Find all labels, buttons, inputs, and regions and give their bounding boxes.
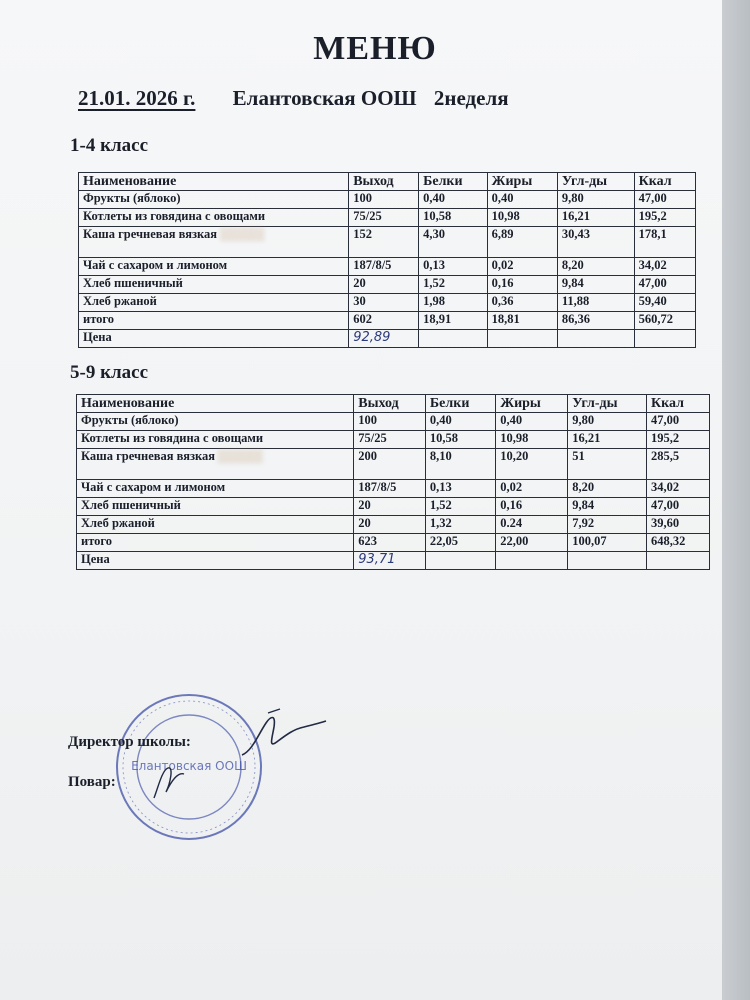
table-row — [79, 209, 696, 227]
table-header-row — [77, 395, 710, 413]
col-header-protein: Белки — [419, 173, 488, 191]
cell-fat: 10,98 — [496, 431, 568, 449]
total-row — [79, 312, 696, 330]
cell-name: Хлеб ржаной — [77, 516, 354, 534]
cell-carbs: 9,84 — [557, 276, 634, 294]
col-header-kcal: Ккал — [647, 395, 710, 413]
cell-protein: 0,13 — [419, 258, 488, 276]
cell-yield: 152 — [349, 227, 419, 258]
cell-name: Фрукты (яблоко) — [79, 191, 349, 209]
table-row — [77, 413, 710, 431]
empty-cell — [557, 330, 634, 348]
cell-name: Котлеты из говядина с овощами — [79, 209, 349, 227]
empty-cell — [568, 552, 647, 570]
col-header-fat: Жиры — [496, 395, 568, 413]
col-header-yield: Выход — [349, 173, 419, 191]
empty-cell — [487, 330, 557, 348]
cell-yield: 100 — [349, 191, 419, 209]
cell-protein: 1,52 — [425, 498, 495, 516]
total-row — [77, 534, 710, 552]
section-label-5-9: 5-9 класс — [70, 362, 149, 383]
cell-kcal: 178,1 — [634, 227, 695, 258]
col-header-name: Наименование — [77, 395, 354, 413]
cell-protein: 4,30 — [419, 227, 488, 258]
col-header-carbs: Угл-ды — [557, 173, 634, 191]
cell-carbs: 86,36 — [557, 312, 634, 330]
cell-name: Чай с сахаром и лимоном — [77, 480, 354, 498]
empty-cell — [419, 330, 488, 348]
empty-cell — [425, 552, 495, 570]
cell-fat: 0.24 — [496, 516, 568, 534]
cell-yield: 20 — [349, 276, 419, 294]
cell-yield: 187/8/5 — [349, 258, 419, 276]
cell-fat: 10,20 — [496, 449, 568, 480]
cell-carbs: 9,80 — [568, 413, 647, 431]
cell-yield: 623 — [354, 534, 426, 552]
cell-fat: 22,00 — [496, 534, 568, 552]
cell-kcal: 285,5 — [647, 449, 710, 480]
cell-yield: 30 — [349, 294, 419, 312]
table-row — [77, 516, 710, 534]
table-row — [79, 191, 696, 209]
cook-label: Повар: — [68, 774, 116, 790]
stamp-text: Елантовская ООШ — [131, 759, 247, 773]
dish-name: Каша гречневая вязкая — [83, 227, 218, 241]
cell-name — [77, 449, 354, 480]
cell-fat: 6,89 — [487, 227, 557, 258]
cell-protein: 10,58 — [419, 209, 488, 227]
table-row — [77, 498, 710, 516]
cell-yield: 75/25 — [354, 431, 426, 449]
school-name: Елантовская ООШ — [232, 86, 417, 110]
cell-protein: 1,32 — [425, 516, 495, 534]
table-row — [77, 431, 710, 449]
paper-edge — [722, 0, 750, 1000]
director-label: Директор школы: — [68, 734, 191, 750]
col-header-name: Наименование — [79, 173, 349, 191]
price-row — [79, 330, 696, 348]
cell-name — [79, 227, 349, 258]
cell-protein: 1,98 — [419, 294, 488, 312]
menu-date: 21.01. 2026 г. — [78, 86, 196, 110]
cell-name: Хлеб пшеничный — [77, 498, 354, 516]
cell-name: итого — [77, 534, 354, 552]
cell-protein: 22,05 — [425, 534, 495, 552]
director-signature — [238, 705, 328, 765]
col-header-kcal: Ккал — [634, 173, 695, 191]
cell-carbs: 16,21 — [568, 431, 647, 449]
section-label-1-4: 1-4 класс — [70, 135, 149, 156]
cell-fat: 10,98 — [487, 209, 557, 227]
cell-kcal: 47,00 — [634, 191, 695, 209]
cell-yield: 602 — [349, 312, 419, 330]
cell-kcal: 59,40 — [634, 294, 695, 312]
cell-carbs: 30,43 — [557, 227, 634, 258]
cell-fat: 0,40 — [487, 191, 557, 209]
table-row — [79, 294, 696, 312]
redacted-text: ▒▒▒▒▒ — [220, 227, 265, 241]
cell-name: Котлеты из говядина с овощами — [77, 431, 354, 449]
cell-carbs: 9,80 — [557, 191, 634, 209]
price-label: Цена — [77, 552, 354, 570]
cell-kcal: 47,00 — [647, 413, 710, 431]
cell-yield: 187/8/5 — [354, 480, 426, 498]
cell-kcal: 560,72 — [634, 312, 695, 330]
cell-name: Хлеб ржаной — [79, 294, 349, 312]
dish-name: Каша гречневая вязкая — [81, 449, 216, 463]
cell-kcal: 648,32 — [647, 534, 710, 552]
document-header — [70, 86, 509, 111]
cell-carbs: 51 — [568, 449, 647, 480]
cell-name: Хлеб пшеничный — [79, 276, 349, 294]
col-header-carbs: Угл-ды — [568, 395, 647, 413]
table-row — [77, 480, 710, 498]
cell-carbs: 7,92 — [568, 516, 647, 534]
cell-protein: 8,10 — [425, 449, 495, 480]
menu-table-5-9 — [76, 394, 710, 570]
menu-table-1-4 — [78, 172, 696, 348]
table-row — [79, 227, 696, 258]
cell-yield: 200 — [354, 449, 426, 480]
cell-carbs: 8,20 — [568, 480, 647, 498]
cell-kcal: 195,2 — [647, 431, 710, 449]
cell-fat: 0,02 — [487, 258, 557, 276]
price-value: 92,89 — [349, 330, 419, 348]
cell-fat: 0,16 — [487, 276, 557, 294]
cell-name: Фрукты (яблоко) — [77, 413, 354, 431]
cell-kcal: 39,60 — [647, 516, 710, 534]
cell-kcal: 47,00 — [634, 276, 695, 294]
cell-fat: 0,36 — [487, 294, 557, 312]
cell-kcal: 34,02 — [647, 480, 710, 498]
cell-yield: 20 — [354, 498, 426, 516]
col-header-yield: Выход — [354, 395, 426, 413]
price-row — [77, 552, 710, 570]
cell-carbs: 11,88 — [557, 294, 634, 312]
cell-yield: 100 — [354, 413, 426, 431]
table-row — [77, 449, 710, 480]
cell-kcal: 47,00 — [647, 498, 710, 516]
table-row — [79, 258, 696, 276]
cell-fat: 0,16 — [496, 498, 568, 516]
col-header-protein: Белки — [425, 395, 495, 413]
cell-carbs: 9,84 — [568, 498, 647, 516]
cell-fat: 18,81 — [487, 312, 557, 330]
cell-name: итого — [79, 312, 349, 330]
cell-protein: 0,40 — [419, 191, 488, 209]
cell-protein: 10,58 — [425, 431, 495, 449]
table-header-row — [79, 173, 696, 191]
cell-protein: 0,13 — [425, 480, 495, 498]
empty-cell — [496, 552, 568, 570]
cell-fat: 0,40 — [496, 413, 568, 431]
cell-name: Чай с сахаром и лимоном — [79, 258, 349, 276]
cell-kcal: 34,02 — [634, 258, 695, 276]
page-title: МЕНЮ — [313, 30, 437, 67]
col-header-fat: Жиры — [487, 173, 557, 191]
cell-yield: 20 — [354, 516, 426, 534]
cell-carbs: 8,20 — [557, 258, 634, 276]
cook-signature — [148, 758, 188, 803]
cell-kcal: 195,2 — [634, 209, 695, 227]
empty-cell — [634, 330, 695, 348]
empty-cell — [647, 552, 710, 570]
cell-carbs: 100,07 — [568, 534, 647, 552]
price-label: Цена — [79, 330, 349, 348]
price-value: 93,71 — [354, 552, 426, 570]
cell-fat: 0,02 — [496, 480, 568, 498]
week-label: 2неделя — [433, 86, 509, 110]
cell-protein: 0,40 — [425, 413, 495, 431]
table-row — [79, 276, 696, 294]
cell-protein: 18,91 — [419, 312, 488, 330]
redacted-text: ▒▒▒▒▒ — [218, 449, 263, 463]
cell-yield: 75/25 — [349, 209, 419, 227]
cell-carbs: 16,21 — [557, 209, 634, 227]
cell-protein: 1,52 — [419, 276, 488, 294]
